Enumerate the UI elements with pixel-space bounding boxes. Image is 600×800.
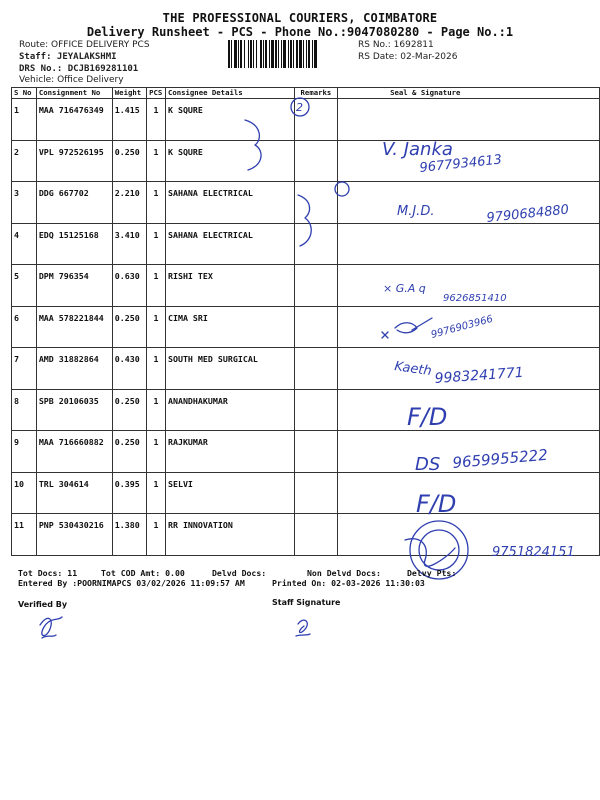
row-consignment-no: EDQ 15125168 bbox=[36, 223, 112, 265]
col-consignee-header: Consignee Details bbox=[165, 88, 294, 99]
row-pcs: 1 bbox=[147, 514, 166, 556]
row-consignee: K SQURE bbox=[165, 140, 294, 182]
non-delivered-docs: Non Delvd Docs: bbox=[307, 568, 381, 578]
brace-mark-2 bbox=[298, 195, 311, 246]
row-consignee: RISHI TEX bbox=[165, 265, 294, 307]
printed-on: Printed On: 02-03-2026 11:30:03 bbox=[272, 578, 425, 588]
row-pcs: 1 bbox=[147, 182, 166, 224]
row-sno: 5 bbox=[12, 265, 37, 307]
row-consignment-no: PNP 530430216 bbox=[36, 514, 112, 556]
row-weight: 0.250 bbox=[112, 140, 146, 182]
circled-number: 2 bbox=[296, 101, 303, 114]
row-pcs: 1 bbox=[147, 265, 166, 307]
row-weight: 1.380 bbox=[112, 514, 146, 556]
row-pcs: 1 bbox=[147, 306, 166, 348]
row-sno: 9 bbox=[12, 431, 37, 473]
row-sno: 2 bbox=[12, 140, 37, 182]
phone-5: 9983241771 bbox=[434, 364, 525, 387]
fd-mark-2: F/D bbox=[416, 490, 457, 518]
row-sno: 3 bbox=[12, 182, 37, 224]
row-consignment-no: DDG 667702 bbox=[36, 182, 112, 224]
row-sno: 11 bbox=[12, 514, 37, 556]
row-consignee: ANANDHAKUMAR bbox=[165, 389, 294, 431]
row-consignment-no: TRL 304614 bbox=[36, 472, 112, 514]
company-title: THE PROFESSIONAL COURIERS, COIMBATORE bbox=[162, 11, 438, 25]
row-consignee: K SQURE bbox=[165, 99, 294, 141]
staff-signature-mark bbox=[296, 620, 310, 636]
phone-2: 9790684880 bbox=[485, 202, 570, 226]
row-consignment-no: AMD 31882864 bbox=[36, 348, 112, 390]
col-sno-header: S No bbox=[12, 88, 37, 99]
staff-signature-label: Staff Signature bbox=[272, 598, 341, 607]
col-weight-header: Weight bbox=[112, 88, 146, 99]
circle-mark-2 bbox=[335, 182, 349, 196]
row-consignment-no: MAA 716476349 bbox=[36, 99, 112, 141]
phone-4: 9976903966 bbox=[429, 313, 495, 341]
signature-1: V. Janka bbox=[382, 139, 453, 160]
delivered-docs: Delvd Docs: bbox=[212, 568, 267, 578]
col-pcs-header: PCS bbox=[147, 88, 166, 99]
row-consignee: SELVI bbox=[165, 472, 294, 514]
row-weight: 0.250 bbox=[112, 389, 146, 431]
phone-1: 9677934613 bbox=[418, 152, 503, 176]
row-consignee: SOUTH MED SURGICAL bbox=[165, 348, 294, 390]
vehicle-text: Vehicle: Office Delivery bbox=[19, 75, 124, 85]
row-sno: 10 bbox=[12, 472, 37, 514]
brace-mark-1 bbox=[245, 120, 261, 170]
row-consignment-no: DPM 796354 bbox=[36, 265, 112, 307]
row-consignee: RAJKUMAR bbox=[165, 431, 294, 473]
col-remarks-header: Remarks bbox=[294, 88, 337, 99]
row-weight: 0.430 bbox=[112, 348, 146, 390]
row-pcs: 1 bbox=[147, 140, 166, 182]
verified-signature bbox=[40, 617, 62, 638]
verified-by-label: Verified By bbox=[18, 600, 68, 609]
row-sno: 4 bbox=[12, 223, 37, 265]
signature-3: × G.A q bbox=[383, 282, 426, 295]
phone-6: 9659955222 bbox=[451, 445, 549, 472]
row-pcs: 1 bbox=[147, 99, 166, 141]
signature-5: Kaeth bbox=[393, 359, 433, 380]
row-weight: 0.630 bbox=[112, 265, 146, 307]
total-docs: Tot Docs: 11 bbox=[18, 568, 78, 578]
row-consignment-no: SPB 20106035 bbox=[36, 389, 112, 431]
row-pcs: 1 bbox=[147, 223, 166, 265]
row-pcs: 1 bbox=[147, 431, 166, 473]
row-sno: 7 bbox=[12, 348, 37, 390]
col-consignment-header: Consignment No bbox=[36, 88, 112, 99]
row-consignee: SAHANA ELECTRICAL bbox=[165, 182, 294, 224]
row-weight: 0.250 bbox=[112, 306, 146, 348]
row-pcs: 1 bbox=[147, 348, 166, 390]
phone-7: 9751824151 bbox=[492, 545, 575, 560]
row-consignee: CIMA SRI bbox=[165, 306, 294, 348]
rs-date: RS Date: 02-Mar-2026 bbox=[358, 52, 458, 62]
row-weight: 3.410 bbox=[112, 223, 146, 265]
signature-2: M.J.D. bbox=[397, 204, 435, 219]
route-text: Route: OFFICE DELIVERY PCS bbox=[19, 40, 150, 50]
row-consignee: SAHANA ELECTRICAL bbox=[165, 223, 294, 265]
phone-3: 9626851410 bbox=[443, 293, 507, 304]
runsheet-title: Delivery Runsheet - PCS - Phone No.:9047080280 - Page No.:1 bbox=[86, 25, 514, 39]
signature-4 bbox=[382, 318, 432, 338]
fd-mark-1: F/D bbox=[407, 403, 448, 431]
row-sno: 8 bbox=[12, 389, 37, 431]
row-weight: 1.415 bbox=[112, 99, 146, 141]
drs-number: DRS No.: DCJB169281101 bbox=[19, 64, 139, 74]
row-pcs: 1 bbox=[147, 389, 166, 431]
total-cod-amount: Tot COD Amt: 0.00 bbox=[101, 568, 185, 578]
delivery-points: Delvy Pts: bbox=[407, 568, 457, 578]
staff-text: Staff: JEYALAKSHMI bbox=[19, 52, 117, 62]
row-consignee: RR INNOVATION bbox=[165, 514, 294, 556]
row-pcs: 1 bbox=[147, 472, 166, 514]
rs-number: RS No.: 1692811 bbox=[358, 40, 434, 50]
row-consignment-no: MAA 578221844 bbox=[36, 306, 112, 348]
col-seal-header: Seal & Signature bbox=[338, 88, 600, 99]
row-weight: 0.250 bbox=[112, 431, 146, 473]
signature-6: DS bbox=[415, 454, 441, 475]
row-consignment-no: MAA 716660882 bbox=[36, 431, 112, 473]
row-sno: 6 bbox=[12, 306, 37, 348]
row-weight: 0.395 bbox=[112, 472, 146, 514]
entered-by: Entered By :POORNIMAPCS 03/02/2026 11:09:57 AM bbox=[18, 578, 245, 588]
row-consignment-no: VPL 972526195 bbox=[36, 140, 112, 182]
row-sno: 1 bbox=[12, 99, 37, 141]
row-weight: 2.210 bbox=[112, 182, 146, 224]
